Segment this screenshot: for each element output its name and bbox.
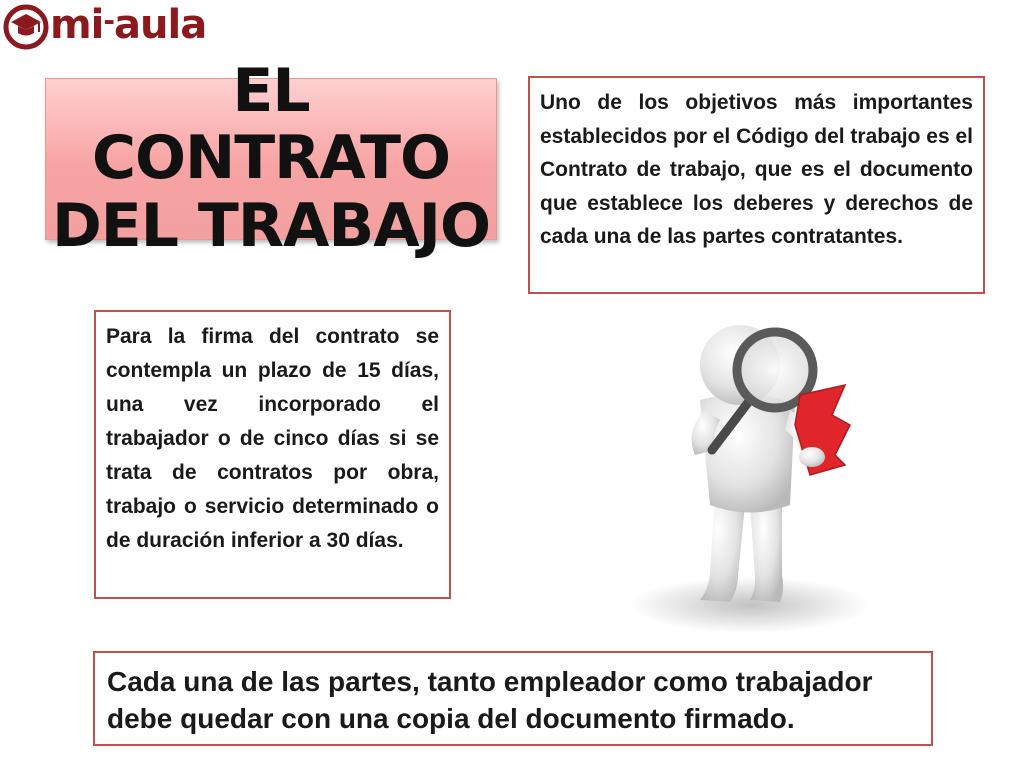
title-line-1: EL CONTRATO — [91, 56, 451, 194]
magnifier-person-illustration — [600, 305, 900, 635]
logo-wordmark: mi-aula — [50, 2, 207, 48]
magnifier-person-icon — [600, 305, 900, 635]
graduation-cap-icon — [2, 0, 54, 52]
deadline-text-box: Para la firma del contrato se contempla un plazo de 15 días, una vez incorporado el trabajador o de cinco días si se trata de contratos por obra, trabajo o servicio determinado o de duración inferior a 30 días. — [94, 310, 451, 599]
title-box — [45, 56, 497, 261]
copy-notice-text-box: Cada una de las partes, tanto empleador como trabajador debe quedar con una copia del documento firmado. — [93, 651, 933, 746]
objective-text-box: Uno de los objetivos más importantes establecidos por el Código del trabajo es el Contrato de trabajo, que es el documento que establece los deberes y derechos de cada una de las partes contratantes. — [528, 76, 985, 294]
mi-aula-logo — [0, 0, 207, 52]
page-title — [46, 58, 496, 260]
title-line-2: DEL TRABAJO — [52, 190, 490, 261]
